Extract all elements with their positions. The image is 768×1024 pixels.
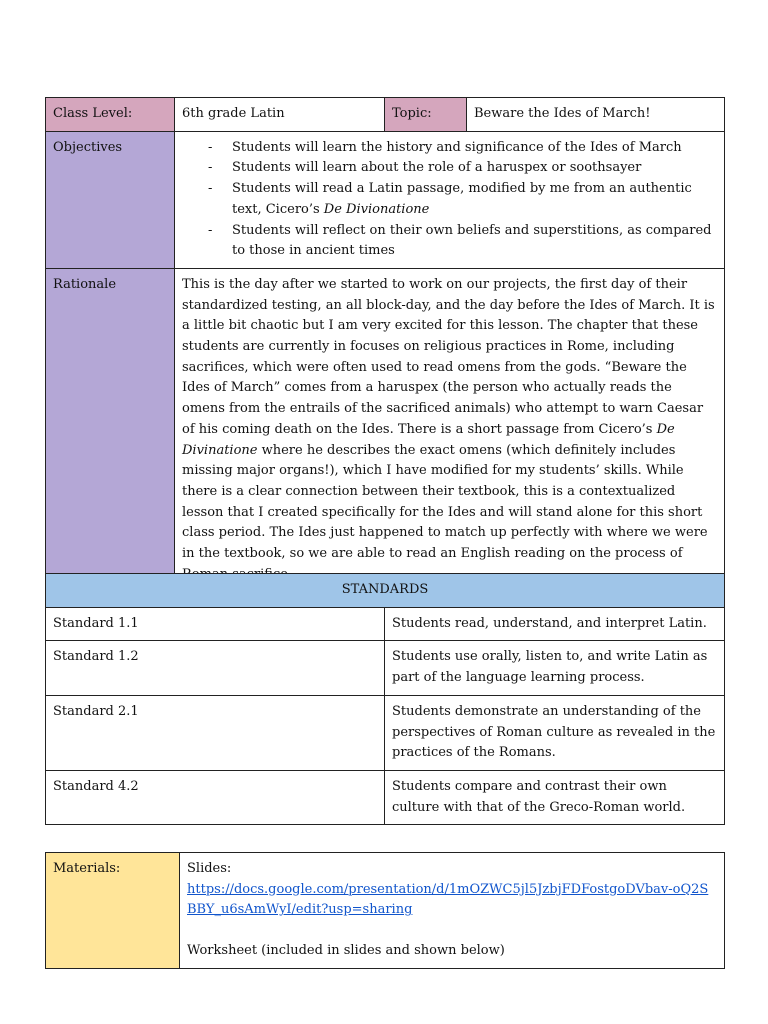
class-level-value: 6th grade Latin — [175, 98, 385, 132]
materials-row — [46, 853, 725, 969]
standards-header-row — [46, 574, 725, 608]
standard-name: Standard 4.2 — [46, 770, 385, 824]
objective-book-title: De Divionatione — [323, 201, 430, 217]
topic-label: Topic: — [385, 98, 467, 132]
objective-item: - Students will reflect on their own beliefs and superstitions, as compared to those in ancient times — [208, 221, 717, 262]
rationale-part-1: This is the day after we started to work on our projects, the first day of their standardized testing, an all block-day, and the day before the Ides of March. It is a little bit chaotic but I am very excited for this lesson. The chapter that these students are currently in focuses on religious practices in Rome, including sacrifices, which were often used to read omens from the gods. “Beware the Ides of March” comes from a haruspex (the person who actually reads the omens from the entrails of the sacrificed animals) who attempt to warn Caesar of his coming death on the Ides. There is a short passage from Cicero’s — [182, 276, 715, 437]
objective-item: - Students will learn about the role of a haruspex or soothsayer — [208, 158, 717, 179]
standard-description: Students compare and contrast their own culture with that of the Greco-Roman world. — [385, 770, 725, 824]
standard-description: Students use orally, listen to, and write Latin as part of the language learning process. — [385, 641, 725, 695]
rationale-part-2: where he describes the exact omens (which definitely includes missing major organs!), which I have modified for my students’ skills. While there is a clear connection between their textbook, this is a contextualized lesson that I created specifically for the Ides and will stand alone for this short class period. The Ides just happened to match up perfectly with where we were in the textbook, so we are able to read an English reading on the process of — [182, 442, 708, 562]
standards-table — [45, 573, 725, 825]
materials-table — [45, 852, 725, 969]
standards-header: STANDARDS — [46, 574, 725, 608]
materials-label: Materials: — [46, 853, 180, 969]
worksheet-note: Worksheet (included in slides and shown below) — [187, 943, 505, 959]
standard-name: Standard 1.2 — [46, 641, 385, 695]
rationale-book-title: De Divinatione — [182, 421, 675, 458]
table-row — [46, 770, 725, 824]
materials-content — [180, 853, 725, 969]
objectives-cell — [175, 131, 725, 268]
class-level-label: Class Level: — [46, 98, 175, 132]
standard-description: Students demonstrate an understanding of the perspectives of Roman culture as revealed in the practices of the Romans. — [385, 695, 725, 770]
table-row — [46, 641, 725, 695]
standard-description: Students read, understand, and interpret Latin. — [385, 607, 725, 641]
topic-value: Beware the Ides of March! — [467, 98, 725, 132]
table-row — [46, 695, 725, 770]
objective-item — [208, 179, 717, 220]
table-row — [46, 607, 725, 641]
rationale-label: Rationale — [46, 268, 175, 592]
rationale-row — [46, 268, 725, 592]
objective-item: - Students will learn the history and significance of the Ides of March — [208, 138, 717, 159]
lesson-info-table — [45, 97, 725, 592]
spacer — [187, 921, 717, 941]
objectives-label: Objectives — [46, 131, 175, 268]
objectives-row — [46, 131, 725, 268]
slides-label: Slides: — [187, 861, 232, 876]
slides-link[interactable]: https://docs.google.com/presentation/d/1mOZWC5jl5JzbjFDFostgoDVbav-oQ2SBBY_u6sAmWyI/edit?usp=sharing — [187, 881, 709, 918]
lesson-header-row — [46, 98, 725, 132]
objective-text: Students will read a Latin passage, modified by me from an authentic text, Cicero’s — [232, 181, 692, 217]
standard-name: Standard 1.1 — [46, 607, 385, 641]
objectives-list — [182, 138, 717, 262]
standard-name: Standard 2.1 — [46, 695, 385, 770]
rationale-text — [175, 268, 725, 592]
